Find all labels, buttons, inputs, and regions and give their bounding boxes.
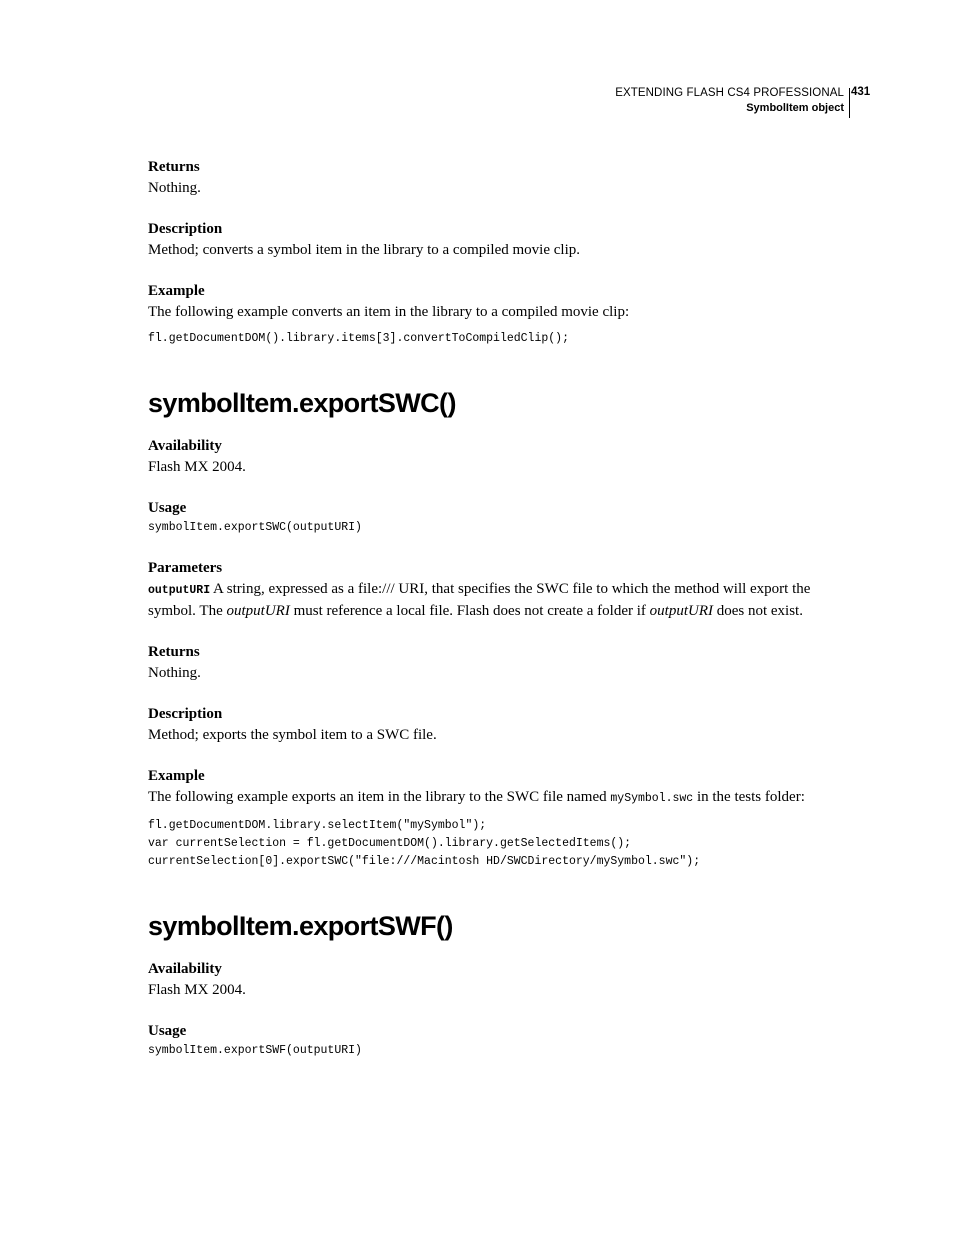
section-heading-exportswf: symbolItem.exportSWF() (148, 911, 453, 941)
example-label: Example (148, 283, 205, 299)
section-title: SymbolItem object (746, 102, 844, 114)
returns-label: Returns (148, 159, 200, 175)
param-italic: outputURI (226, 603, 290, 619)
description-label: Description (148, 221, 223, 237)
availability-label: Availability (148, 438, 222, 454)
param-text: A string, expressed as a file:/// URI, that specifies the SWC file to which the method will export the symbol. The (148, 581, 811, 619)
returns-text: Nothing. (148, 180, 201, 196)
param-text: must reference a local file. Flash does not create a folder if (289, 603, 650, 619)
availability-text: Flash MX 2004. (148, 982, 246, 998)
usage-code: symbolItem.exportSWF(outputURI) (148, 1044, 362, 1057)
usage-label: Usage (148, 500, 187, 516)
description-label: Description (148, 706, 223, 722)
returns-text: Nothing. (148, 665, 201, 681)
running-header (615, 86, 844, 116)
parameters-label: Parameters (148, 560, 223, 576)
availability-label: Availability (148, 961, 222, 977)
param-text: does not exist. (712, 603, 803, 619)
usage-code: symbolItem.exportSWC(outputURI) (148, 521, 362, 534)
parameter-description (148, 579, 848, 621)
example-text-part: in the tests folder: (693, 789, 805, 805)
page-content (148, 157, 848, 1060)
inline-code: mySymbol.swc (610, 792, 694, 805)
example-text: The following example converts an item in the library to a compiled movie clip: (148, 304, 630, 320)
description-text: Method; exports the symbol item to a SWC file. (148, 727, 437, 743)
param-italic: outputURI (649, 603, 713, 619)
page-number: 431 (851, 86, 871, 98)
returns-label: Returns (148, 644, 200, 660)
example-label: Example (148, 768, 205, 784)
usage-label: Usage (148, 1023, 187, 1039)
book-title: EXTENDING FLASH CS4 PROFESSIONAL (615, 87, 844, 99)
example-text (148, 787, 848, 809)
example-text-part: The following example exports an item in the library to the SWC file named (148, 789, 611, 805)
example-code: fl.getDocumentDOM().library.items[3].convertToCompiledClip(); (148, 332, 569, 345)
section-heading-exportswc: symbolItem.exportSWC() (148, 388, 456, 418)
parameter-name: outputURI (148, 584, 211, 597)
description-text: Method; converts a symbol item in the library to a compiled movie clip. (148, 242, 580, 258)
example-code: fl.getDocumentDOM.library.selectItem("mySymbol"); var currentSelection = fl.getDocumentDOM().library.getSelectedItems(); currentSelection[0].exportSWC("file:///Macintosh HD/SWCDirectory/mySymbol.swc"); (148, 819, 701, 868)
header-divider (849, 88, 850, 118)
availability-text: Flash MX 2004. (148, 459, 246, 475)
